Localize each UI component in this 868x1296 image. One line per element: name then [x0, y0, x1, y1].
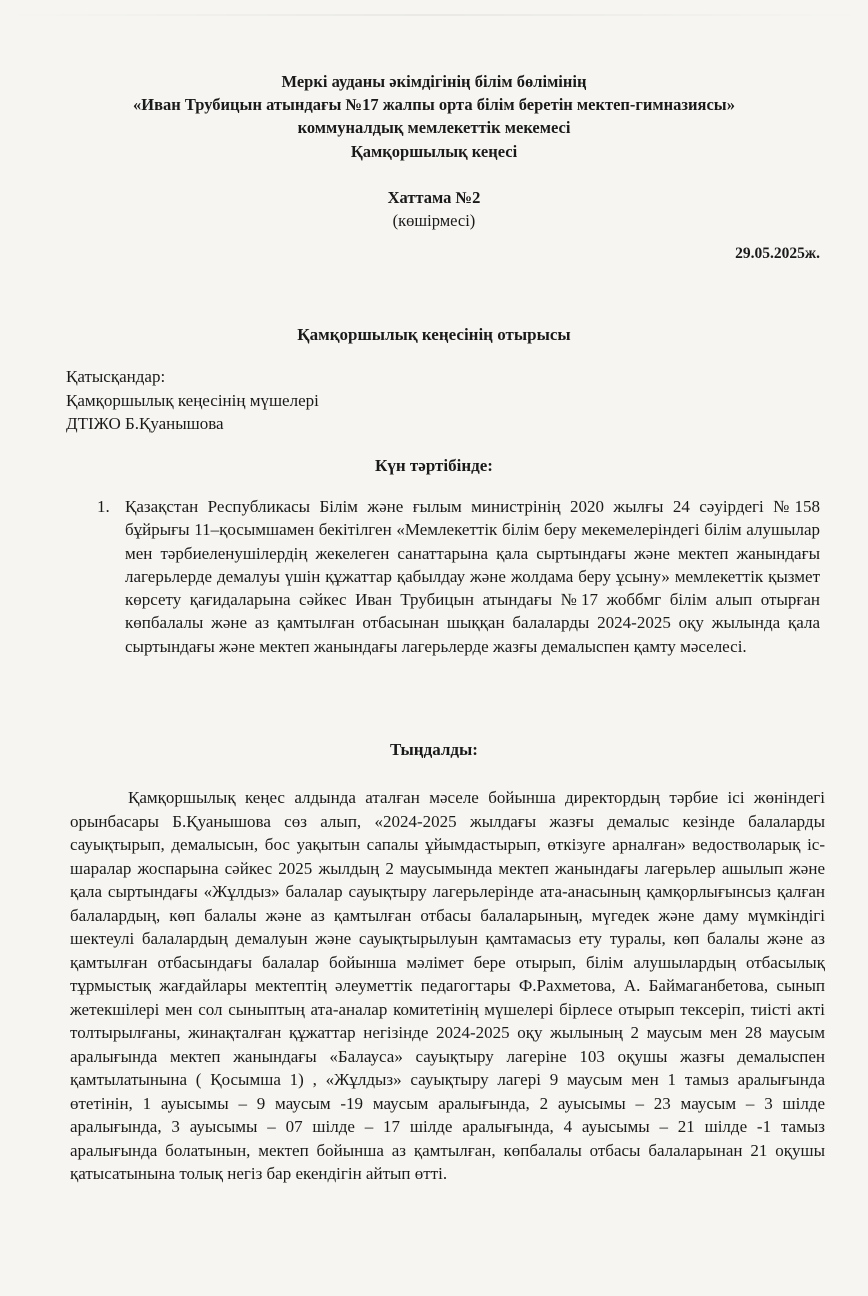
protocol-date: 29.05.2025ж. [735, 245, 820, 262]
attendees-label: Қатысқандар: [66, 367, 166, 386]
meeting-title: Қамқоршылық кеңесінің отырысы [297, 325, 571, 344]
page-shadow [0, 14, 868, 16]
protocol-subtitle: (көшірмесі) [392, 211, 476, 230]
header-line-4: Қамқоршылық кеңесі [350, 142, 518, 161]
header-line-1: Меркі ауданы әкімдігінің білім бөлімінің [281, 72, 587, 91]
attendee-item: ДТІЖО Б.Қуанышова [66, 414, 224, 433]
protocol-title: Хаттама №2 [387, 188, 481, 207]
agenda-title: Күн тәртібінде: [375, 456, 493, 475]
header-line-2: «Иван Трубицын атындағы №17 жалпы орта білім беретін мектеп-гимназиясы» [133, 95, 735, 114]
heard-title: Тыңдалды: [390, 740, 478, 759]
heard-body-text: Қамқоршылық кеңес алдында аталған мәселе бойынша директордың тәрбие ісі жөніндегі орынбасары Б.Қуанышова сөз алып, «2024-2025 жылдағы жазғы демалыс кезінде балаларды сауықтырып, демалысын, бос уақытын сапалы ұйымдастырып, өткізуге арналған» ведостволарық іс-шаралар жоспарына сәйкес 2025 жылдың 2 маусымында мектеп жанындағы лагерьлер ашылып және қала сыртындағы «Жұлдыз» балалар сауықтыру лагерьлерінде ата-анасының қамқорлығынсыз қалған балалардың, көп балалы және аз қамтылған отбасы балаларының, мүгедек және даму мүмкіндігі шектеулі балалардың демалуын және сауықтырылуын қамтамасыз ету туралы, көп балалы және аз қамтылған отбасындағы балалар бойынша мәлімет бере отырып, білім алушылардың отбасылық тұрмыстық жағдайлары мектептің әлеуметтік педагогтары Ф.Рахметова, А. Баймаганбетова, сынып жетекшілері мен сол сыныптың ата-аналар комитетінің мүшелері бірлесе отырып тексеріп, тиісті акті толтырылғаны, жинақталған құжаттар негізінде 2024-2025 оқу жылының 2 маусым мен 28 маусым аралығында мектеп жанындағы «Балауса» сауықтыру лагеріне 103 оқушы жазғы демалыспен қамтылатынына ( Қосымша 1) , «Жұлдыз» сауықтыру лагері 9 маусым мен 1 тамыз аралығында өтетінін, 1 ауысымы – 9 маусым -19 маусым аралығында, 2 ауысымы – 23 маусым – 3 шілде аралығында, 3 ауысымы – 07 шілде – 17 шілде аралығында, 4 ауысымы – 21 шілде -1 тамыз аралығында болатынын, мектеп бойынша аз қамтылған, көпбалалы отбасы балаларынан 21 оқушы қатысатынына толық негіз бар екендігін айтып өтті. [70, 788, 825, 1183]
header-line-3: коммуналдық мемлекеттік мекемесі [297, 118, 571, 137]
attendee-item: Қамқоршылық кеңесінің мүшелері [66, 391, 319, 410]
agenda-item-number: 1. [97, 497, 110, 516]
agenda-item-text: Қазақстан Республикасы Білім және ғылым министрінің 2020 жылғы 24 сәуірдегі №158 бұйрығы 11–қосымшамен бекітілген «Мемлекеттік білім беру мекемелеріндегі білім алушылар мен тәрбиеленушілердің жекелеген санаттарына қала сыртындағы және мектеп жанындағы лагерьлерде демалуы үшін құжаттар қабылдау және жолдама беру ұсыну» мемлекеттік қызмет көрсету қағидаларына сәйкес Иван Трубицын атындағы №17 жоббмг білім алып отырған көпбалалы және аз қамтылған отбасынан шыққан балаларды 2024-2025 оқу жылында қала сыртындағы және мектеп жанындағы лагерьлерде жазғы демалыспен қамту мәселесі. [125, 497, 820, 656]
